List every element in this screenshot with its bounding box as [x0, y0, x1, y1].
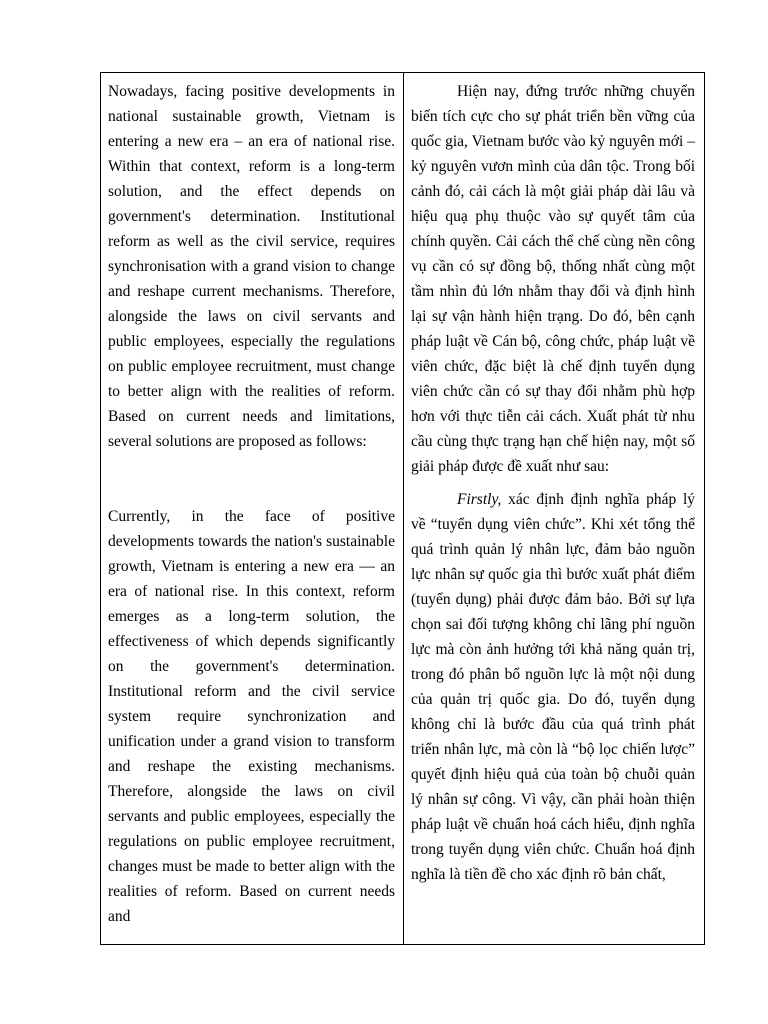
vietnamese-column: [403, 73, 704, 944]
vietnamese-paragraph-2-body: xác định định nghĩa pháp lý về “tuyển dụng viên chức”. Khi xét tổng thể quá trình quản lý nhân lực, đảm bảo nguồn lực nhân sự quốc gia thì bước xuất phát điểm (tuyển dụng) phải được đảm bảo. Bởi sự lựa chọn sai đối tượng không chỉ lãng phí nguồn lực mà còn ảnh hưởng tới khả năng quản trị, trong đó phân bổ nguồn lực là một nội dung của quản trị quốc gia. Do đó, tuyển dụng không chỉ là bước đầu của quá trình phát triển nhân lực, mà còn là “bộ lọc chiến lược” quyết định hiệu quả của toàn bộ chuỗi quản lý nhân sự công. Vì vậy, cần phải hoàn thiện pháp luật về chuẩn hoá cách hiểu, định nghĩa trong tuyển dụng viên chức. Chuẩn hoá định nghĩa là tiền đề cho xác định rõ bản chất,: [411, 491, 695, 883]
english-column: [101, 73, 403, 944]
english-paragraph-1: Nowadays, facing positive developments in national sustainable growth, Vietnam is entering a new era – an era of national rise. Within that context, reform is a long-term solution, and the effect depends on government's determination. Institutional reform as well as the civil service, requires synchronisation with a grand vision to change and reshape current mechanisms. Therefore, alongside the laws on civil servants and public employees, especially the regulations on public employee recruitment, must change to better align with the realities of reform. Based on current needs and limitations, several solutions are proposed as follows:: [108, 83, 395, 450]
vietnamese-paragraph-1: Hiện nay, đứng trước những chuyển biến tích cực cho sự phát triển bền vững của quốc gia, Vietnam bước vào kỷ nguyên mới – kỷ nguyên vươn mình của dân tộc. Trong bối cảnh đó, cải cách là một giải pháp dài lâu và hiệu quạ phụ thuộc vào sự quyết tâm của chính quyền. Cải cách thể chế cùng nền công vụ cần có sự đồng bộ, thống nhất cùng một tầm nhìn đủ lớn nhằm thay đổi và định hình lại sự vận hành hiện trạng. Do đó, bên cạnh pháp luật về Cán bộ, công chức, pháp luật về viên chức, đặc biệt là chế định tuyển dụng viên chức cần có sự thay đổi nhằm phù hợp hơn với thực tiễn cải cách. Xuất phát từ nhu cầu cùng thực trạng hạn chế hiện nay, một số giải pháp được đề xuất như sau:: [411, 83, 695, 475]
firstly-label: Firstly,: [457, 491, 502, 508]
vietnamese-paragraph-2: [411, 487, 695, 887]
english-paragraph-2: Currently, in the face of positive developments towards the nation's sustainable growth, Vietnam is entering a new era — an era of national rise. In this context, reform emerges as a long-term solution, the effectiveness of which depends significantly on the government's determination. Institutional reform and the civil service system require synchronization and unification under a grand vision to transform and reshape the existing mechanisms. Therefore, alongside the laws on civil servants and public employees, especially the regulations on public employee recruitment, changes must be made to better align with the realities of reform. Based on current needs and: [108, 508, 395, 925]
translation-table: [100, 72, 705, 945]
